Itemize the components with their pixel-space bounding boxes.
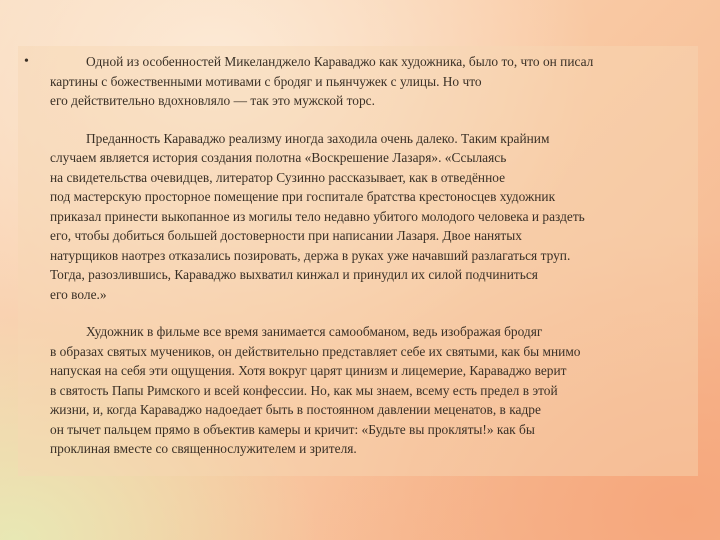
bullet-marker: •: [24, 54, 29, 69]
paragraph-lazarus-story: Преданность Караваджо реализму иногда заходила очень далеко. Таким крайним случаем является история создания полотна «Воскрешение Лазаря». «Ссылаясь на свидетельства очевидцев, литератор Сузинно рассказывает, как в отведённое под мастерскую просторное помещение при госпитале братства крестоносцев художник приказал принести выкопанное из могилы тело недавно убитого молодого человека и раздеть его, чтобы добиться большей достоверности при написании Лазаря. Двое нанятых натурщиков наотрез отказались позировать, держа в руках уже начавший разлагаться труп. Тогда, разозлившись, Караваджо выхватил кинжал и принудил их силой подчиниться его воле.»: [50, 130, 585, 302]
paragraph-intro: Одной из особенностей Микеланджело Караваджо как художника, было то, что он писал картины с божественными мотивами с бродяг и пьянчужек с улицы. Но что его действительно вдохновляло — так это мужской торс.: [50, 54, 594, 108]
text-body: [18, 46, 698, 476]
paragraph-film-analysis: Художник в фильме все время занимается самообманом, ведь изображая бродяг в образах святых мучеников, он действительно представляет себе их святыми, как бы мнимо напуская на себя эти ощущения. Хотя вокруг царят цинизм и лицемерие, Караваджо верит в святость Папы Римского и всей конфессии. Но, как мы знаем, всему есть предел в этой жизни, и, когда Караваджо надоедает быть в постоянном давлении меценатов, в кадре он тычет пальцем прямо в объектив камеры и кричит: «Будьте вы прокляты!» как бы проклиная вместе со священнослужителем и зрителя.: [50, 324, 581, 456]
